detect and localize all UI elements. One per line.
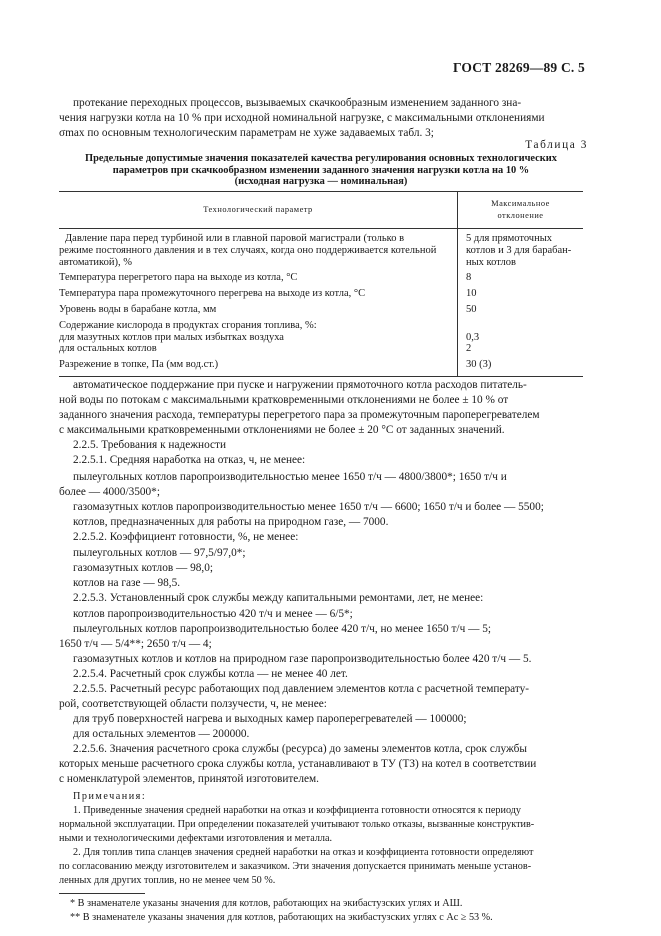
table-title: Предельные допустимые значения показателей качества регулирования основных технологических параметров при скачкообразном изменении заданного значения нагрузки котла на 10 % (исходная нагрузка — номинальная) <box>85 153 557 187</box>
col-header-deviation: Максимальное отклонение <box>458 192 584 229</box>
body-line: которых меньше расчетного срока службы котла, устанавливают в ТУ (ТЗ) на котел в соответствии <box>59 758 537 770</box>
intro-line: протекание переходных процессов, вызываемых скачкообразным изменением заданного зна- <box>73 97 522 109</box>
body-line: пылеугольных котлов паропроизводительностью менее 1650 т/ч — 4800/3800*; 1650 т/ч и <box>73 471 507 483</box>
body-line: 2.2.5.1. Средняя наработка на отказ, ч, не менее: <box>73 454 306 466</box>
body-line: для остальных элементов — 200000. <box>73 728 250 740</box>
body-line: 2.2.5.3. Установленный срок службы между капитальными ремонтами, лет, не менее: <box>73 592 484 604</box>
footnote: ** В знаменателе указаны значения для котлов, работающих на экибастузских углях с Aс ≥ 53 %. <box>70 912 493 923</box>
table-caption: Таблица 3 <box>525 139 588 151</box>
note-line: ными и технологическими дефектами изготовления и металла. <box>59 833 333 844</box>
body-line: 1650 т/ч — 5/4**; 2650 т/ч — 4; <box>59 638 212 650</box>
body-line: котлов на газе — 98,5. <box>73 577 181 589</box>
table-row: Температура пара промежуточного перегрева на выходе из котла, °С 10 <box>59 284 583 300</box>
intro-line: σmax по основным технологическим параметрам не хуже задаваемых табл. 3; <box>59 127 434 139</box>
body-line: котлов паропроизводительностью 420 т/ч и менее — 6/5*; <box>73 608 353 620</box>
note-line: нормальной эксплуатации. При определении показателей учитывают только отказы, вызванные конструктив- <box>59 819 535 830</box>
section-heading: 2.2.5. Требования к надежности <box>73 439 226 451</box>
body-line: 2.2.5.4. Расчетный срок службы котла — не менее 40 лет. <box>73 668 348 680</box>
note-line: 2. Для топлив типа сланцев значения средней наработки на отказ и коэффициента готовности определяют <box>73 847 534 858</box>
table-row: Содержание кислорода в продуктах сгорания топлива, %: для мазутных котлов при малых избытках воздуха для остальных котлов 0,3 2 <box>59 316 583 355</box>
notes-heading: Примечания: <box>73 791 147 802</box>
intro-line: чения нагрузки котла на 10 % при исходной номинальной нагрузке, с максимальными отклонениями <box>59 112 545 124</box>
body-line: для труб поверхностей нагрева и выходных камер пароперегревателей — 100000; <box>73 713 467 725</box>
footnote: * В знаменателе указаны значения для котлов, работающих на экибастузских углях и АШ. <box>70 898 463 909</box>
table-row: Уровень воды в барабане котла, мм 50 <box>59 300 583 316</box>
body-line: автоматическое поддержание при пуске и нагружении прямоточного котла расходов питатель- <box>73 379 527 391</box>
body-line: заданного значения расхода, температуры перегретого пара за промежуточным пароперегревателем <box>59 409 540 421</box>
note-line: 1. Приведенные значения средней наработки на отказ и коэффициента готовности относятся к периоду <box>73 805 522 816</box>
footnote-divider <box>59 893 145 894</box>
table-row: Давление пара перед турбиной или в главной паровой магистрали (только в режиме постоянного давления и в тех случаях, когда оно поддерживается котельной автоматикой), % 5 для прямоточных котлов и 3 для барабан- ных котлов <box>59 229 583 269</box>
body-line: 2.2.5.5. Расчетный ресурс работающих под давлением элементов котла с расчетной температу- <box>73 683 530 695</box>
note-line: ленных для других топлив, но не менее чем 50 %. <box>59 875 276 886</box>
body-line: пылеугольных котлов паропроизводительностью более 420 т/ч, но менее 1650 т/ч — 5; <box>73 623 491 635</box>
body-line: котлов, предназначенных для работы на природном газе, — 7000. <box>73 516 389 528</box>
body-line: с максимальными кратковременными отклонениями не более ± 20 °С от заданных значений. <box>59 424 505 436</box>
col-header-parameter: Технологический параметр <box>59 192 458 229</box>
table-row: Температура перегретого пара на выходе из котла, °С 8 <box>59 268 583 284</box>
body-line: с номенклатурой элементов, принятой изготовителем. <box>59 773 319 785</box>
table-row: Разрежение в топке, Па (мм вод.ст.) 30 (3) <box>59 355 583 376</box>
body-line: 2.2.5.6. Значения расчетного срока службы (ресурса) до замены элементов котла, срок службы <box>73 743 528 755</box>
body-line: пылеугольных котлов — 97,5/97,0*; <box>73 547 246 559</box>
page-header: ГОСТ 28269—89 С. 5 <box>452 60 585 75</box>
body-line: газомазутных котлов паропроизводительностью менее 1650 т/ч — 6600; 1650 т/ч и более — 5500; <box>73 501 544 513</box>
body-line: газомазутных котлов — 98,0; <box>73 562 214 574</box>
body-line: газомазутных котлов и котлов на природном газе паропроизводительностью более 420 т/ч — 5. <box>73 653 532 665</box>
body-line: ной воды по потокам с максимальными кратковременными отклонениями не более ± 10 % от <box>59 394 509 406</box>
body-line: более — 4000/3500*; <box>59 486 160 498</box>
parameters-table <box>59 191 583 377</box>
note-line: по согласованию между изготовителем и заказчиком. Эти значения допускается принимать меньше установ- <box>59 861 532 872</box>
body-line: 2.2.5.2. Коэффициент готовности, %, не менее: <box>73 531 299 543</box>
body-line: рой, соответствующей области ползучести, ч, не менее: <box>59 698 327 710</box>
